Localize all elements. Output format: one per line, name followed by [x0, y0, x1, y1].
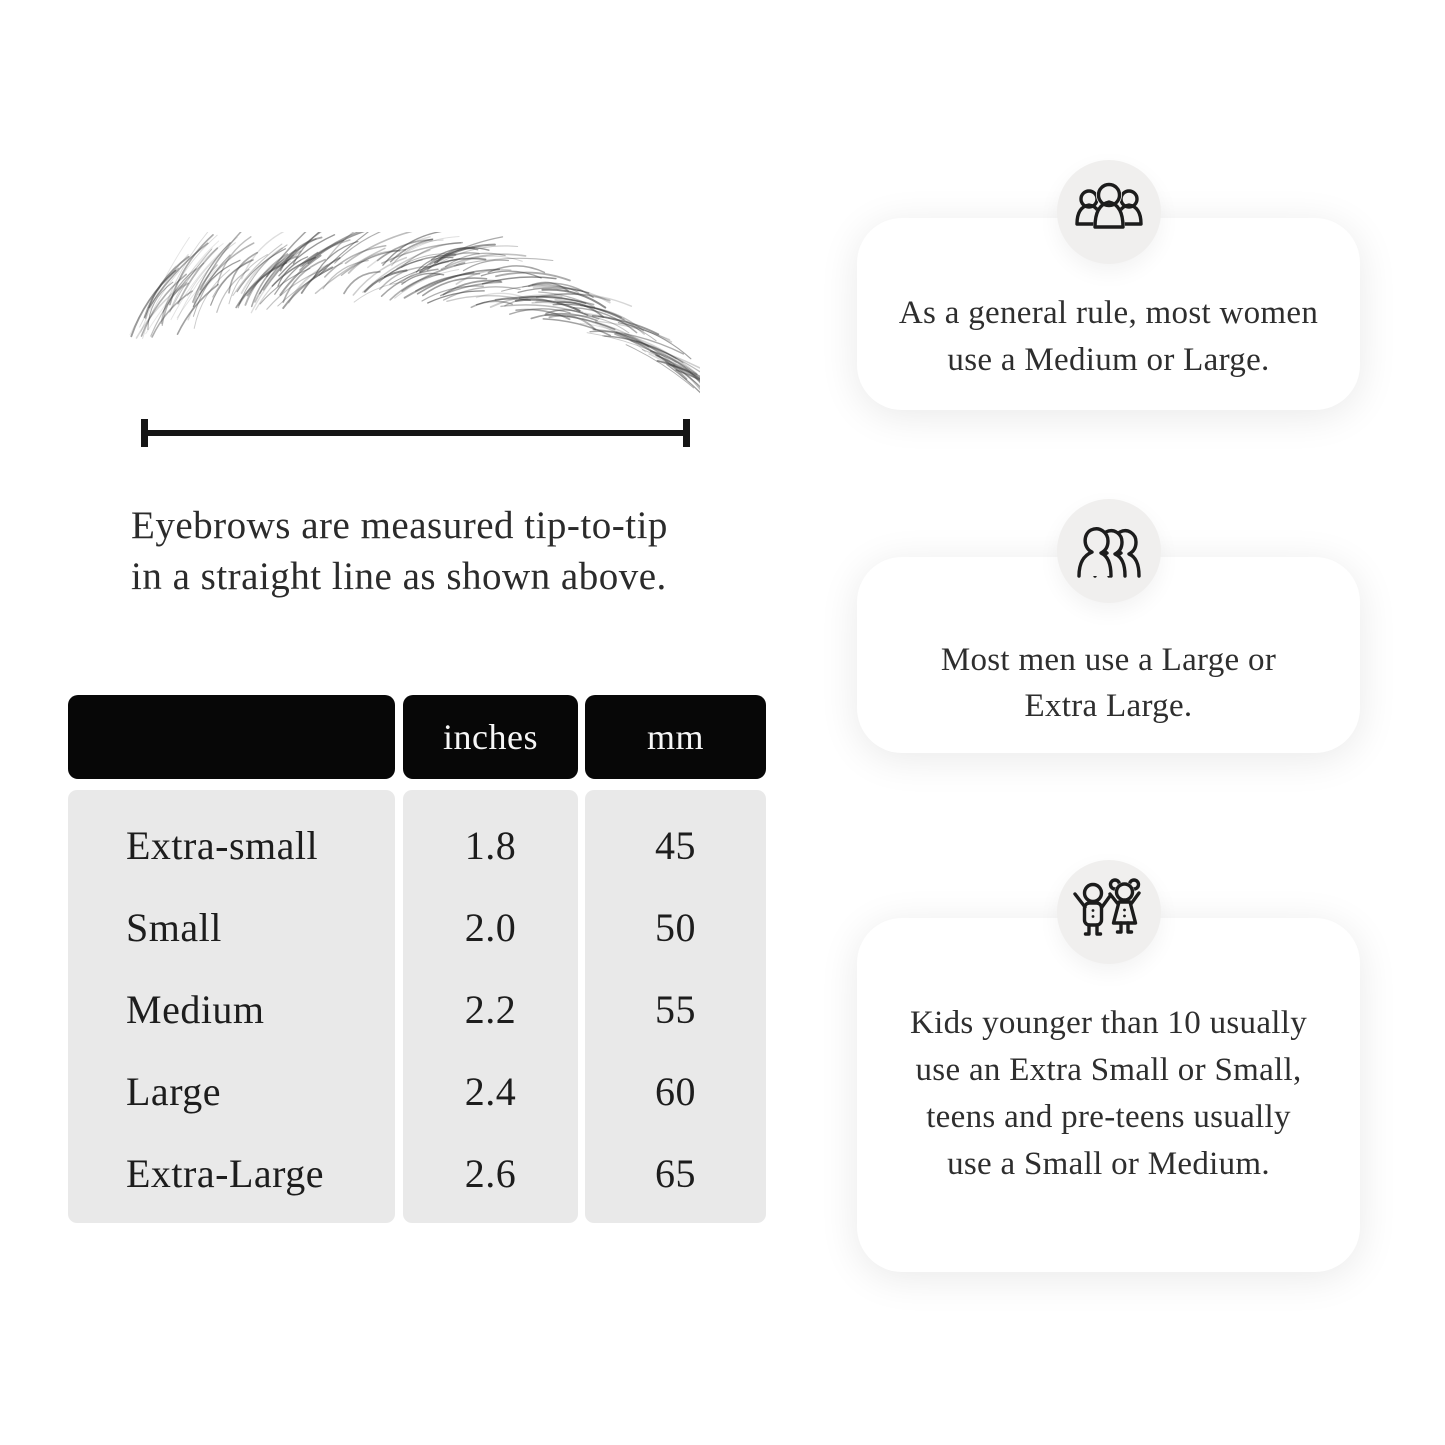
table-cell-mm: 60 [655, 1068, 696, 1114]
men-group-icon [1057, 499, 1161, 603]
measurement-line-left-tick [141, 419, 148, 447]
info-card-women [857, 218, 1360, 410]
size-table-label-column [68, 790, 395, 1223]
table-cell-mm: 65 [655, 1150, 696, 1196]
table-cell-mm: 50 [655, 904, 696, 950]
table-cell-mm: 45 [655, 822, 696, 868]
table-cell-inches: 1.8 [464, 822, 517, 868]
table-cell-inches: 2.2 [464, 986, 517, 1032]
size-table-inches-column [403, 790, 578, 1223]
table-row-label: Medium [126, 986, 265, 1032]
table-cell-mm: 55 [655, 986, 696, 1032]
info-card-men [857, 557, 1360, 753]
women-group-icon [1057, 160, 1161, 264]
table-row-label: Extra-small [126, 822, 319, 868]
table-row-label: Large [126, 1068, 222, 1114]
info-card-women-text: As a general rule, most women use a Medium or Large. [898, 295, 1319, 378]
info-card-kids [857, 918, 1360, 1272]
info-card-kids-text: Kids younger than 10 usually use an Extra Small or Small, teens and pre-teens usually use a Small or Medium. [909, 1005, 1308, 1182]
table-cell-inches: 2.0 [464, 904, 517, 950]
info-card-men-text: Most men use a Large or Extra Large. [940, 642, 1277, 724]
size-table-header-inches: inches [403, 695, 578, 779]
measurement-line-right-tick [683, 419, 690, 447]
measurement-caption [131, 500, 668, 602]
table-row-label: Small [126, 904, 222, 950]
kids-icon [1057, 860, 1161, 964]
table-cell-inches: 2.4 [464, 1068, 517, 1114]
eyebrow-illustration [115, 232, 700, 397]
size-table-mm-column [585, 790, 766, 1223]
size-table-header-size [68, 695, 395, 779]
eyebrow-sketch-svg [115, 232, 700, 397]
caption-line-2: in a straight line as shown above. [131, 555, 667, 598]
caption-line-1: Eyebrows are measured tip-to-tip [131, 504, 668, 547]
measurement-line [143, 430, 688, 436]
table-cell-inches: 2.6 [464, 1150, 517, 1196]
table-row-label: Extra-Large [126, 1150, 324, 1196]
size-table-header-mm: mm [585, 695, 766, 779]
